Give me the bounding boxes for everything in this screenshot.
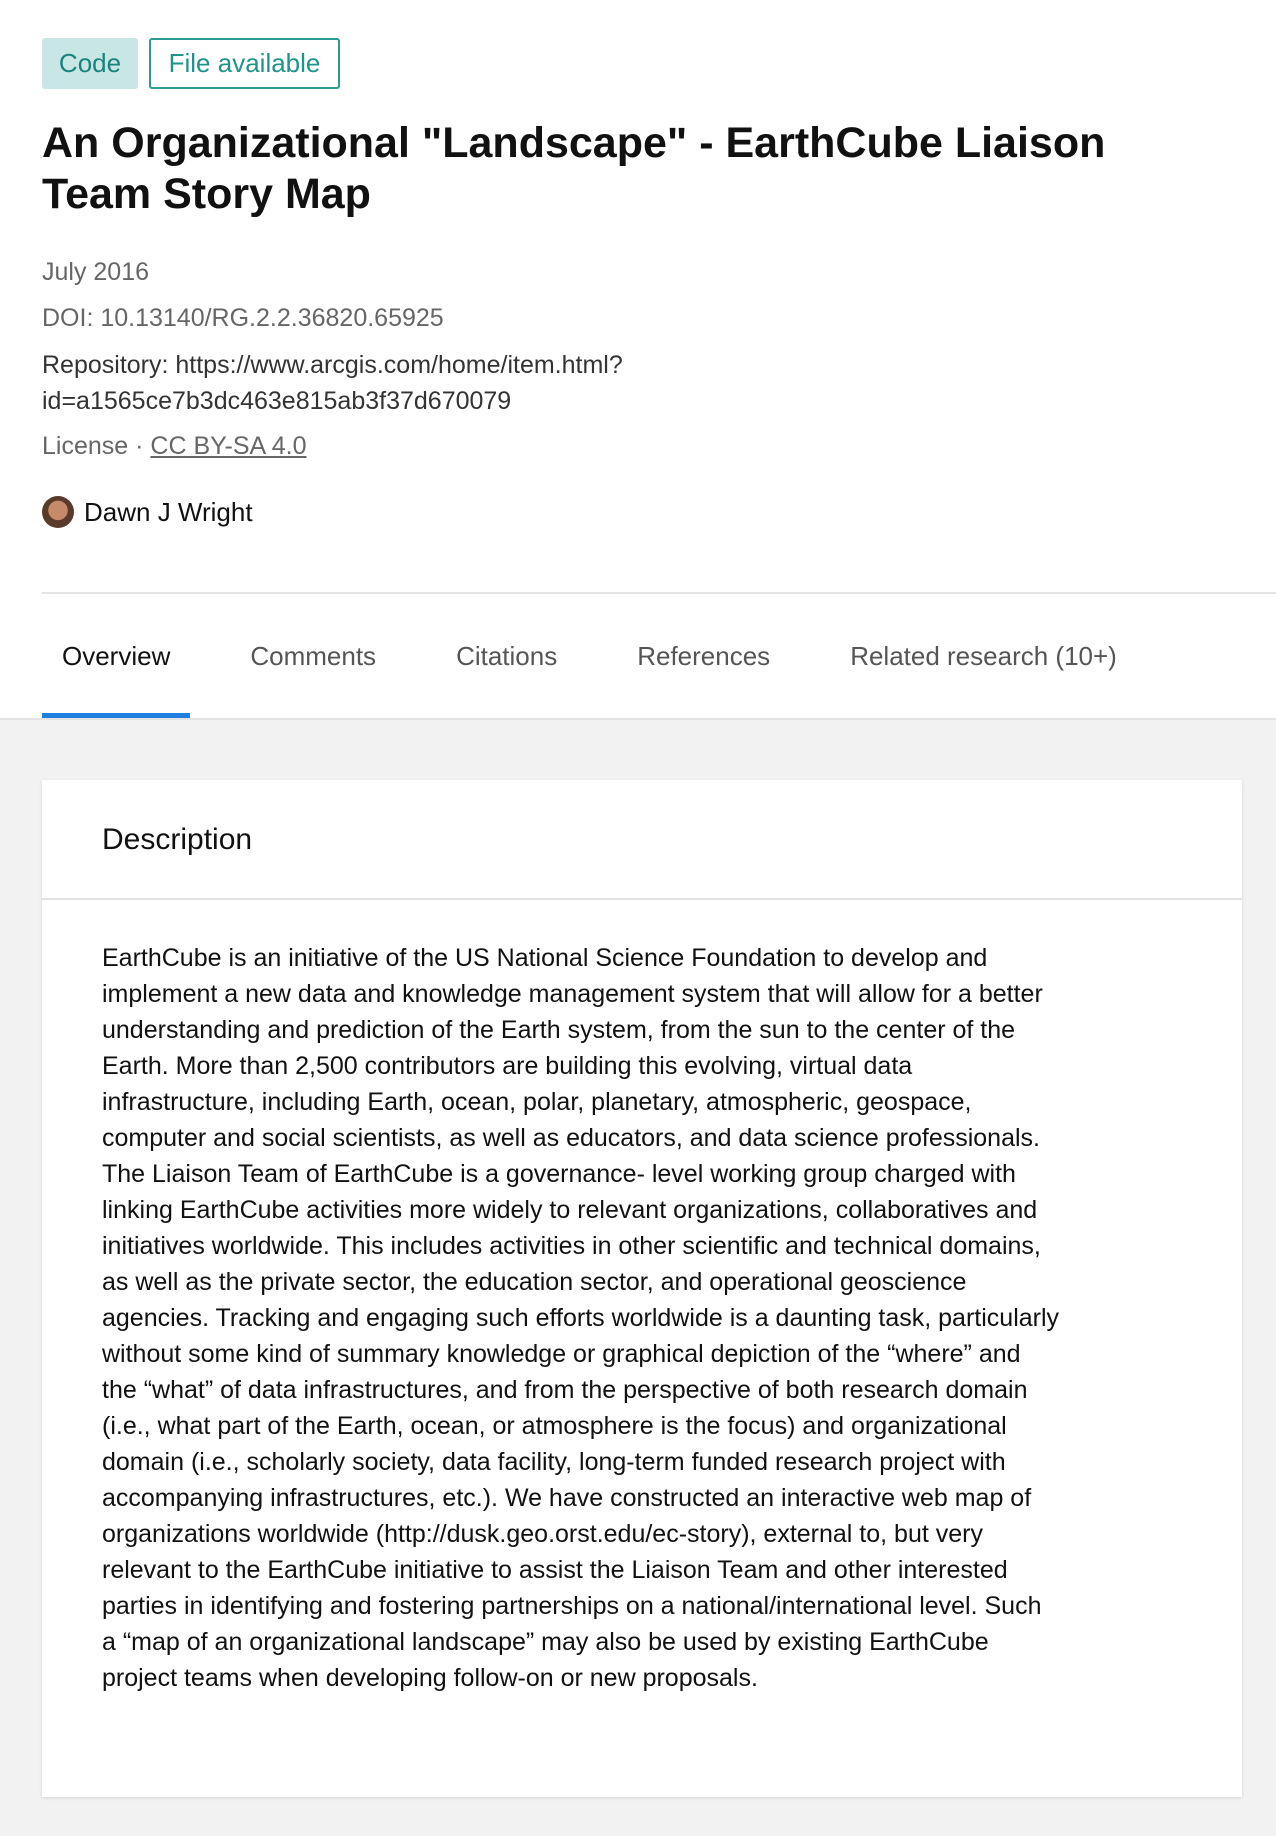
tab-bar: [42, 630, 1177, 718]
repository: [42, 347, 623, 419]
description-line: The Liaison Team of EarthCube is a governance- level working group charged with: [102, 1160, 1016, 1188]
description-card: [42, 780, 1242, 1797]
avatar: [42, 496, 74, 528]
description-line: accompanying infrastructures, etc.). We have constructed an interactive web map of: [102, 1484, 1032, 1512]
tab-related-research[interactable]: Related research (10+): [850, 641, 1117, 671]
description-line: the “what” of data infrastructures, and from the perspective of both research domain: [102, 1376, 1028, 1404]
description-line: domain (i.e., scholarly society, data facility, long-term funded research project with: [102, 1448, 1006, 1476]
description-line: agencies. Tracking and engaging such efforts worldwide is a daunting task, particularly: [102, 1304, 1060, 1332]
tab-comments[interactable]: Comments: [250, 641, 377, 671]
repository-line-2[interactable]: id=a1565ce7b3dc463e815ab3f37d670079: [42, 387, 512, 415]
license-label: License ·: [42, 432, 151, 460]
description-text: [42, 900, 1242, 1696]
description-line: (i.e., what part of the Earth, ocean, or atmosphere is the focus) and organizational: [102, 1412, 1007, 1440]
license-link[interactable]: CC BY-SA 4.0: [150, 432, 307, 460]
description-heading: Description: [42, 780, 1242, 900]
tab-overview[interactable]: Overview: [42, 630, 190, 718]
tab-references[interactable]: References: [637, 641, 771, 671]
divider: [42, 592, 1276, 594]
description-line: organizations worldwide (http://dusk.geo.orst.edu/ec-story), external to, but very: [102, 1520, 983, 1548]
description-line: Earth. More than 2,500 contributors are building this evolving, virtual data: [102, 1052, 913, 1080]
description-line: linking EarthCube activities more widely to relevant organizations, collaboratives and: [102, 1196, 1038, 1224]
header-section: [0, 0, 1276, 718]
description-line: computer and social scientists, as well as educators, and data science professionals.: [102, 1124, 1040, 1152]
author-name[interactable]: Dawn J Wright: [84, 496, 253, 527]
license: [42, 428, 307, 464]
description-line: implement a new data and knowledge management system that will allow for a better: [102, 980, 1043, 1008]
tab-citations[interactable]: Citations: [456, 641, 558, 671]
file-available-badge[interactable]: File available: [149, 38, 340, 89]
publication-date: July 2016: [42, 258, 150, 286]
description-line: understanding and prediction of the Earth system, from the sun to the center of the: [102, 1016, 1016, 1044]
description-line: parties in identifying and fostering partnerships on a national/international level. Such: [102, 1592, 1042, 1620]
description-line: relevant to the EarthCube initiative to assist the Liaison Team and other interested: [102, 1556, 1008, 1584]
description-line: as well as the private sector, the education sector, and operational geoscience: [102, 1268, 967, 1296]
description-line: project teams when developing follow-on or new proposals.: [102, 1664, 758, 1692]
page-title: An Organizational "Landscape" - EarthCube Liaison Team Story Map: [42, 119, 1106, 218]
doi: DOI: 10.13140/RG.2.2.36820.65925: [42, 304, 444, 332]
description-line: a “map of an organizational landscape” may also be used by existing EarthCube: [102, 1628, 989, 1656]
author[interactable]: [42, 496, 253, 528]
description-line: EarthCube is an initiative of the US National Science Foundation to develop and: [102, 944, 988, 972]
repository-line-1[interactable]: Repository: https://www.arcgis.com/home/item.html?: [42, 351, 623, 379]
description-line: infrastructure, including Earth, ocean, polar, planetary, atmospheric, geospace,: [102, 1088, 972, 1116]
badges: [42, 38, 340, 89]
code-badge[interactable]: Code: [42, 38, 138, 89]
description-line: without some kind of summary knowledge or graphical depiction of the “where” and: [102, 1340, 1021, 1368]
description-line: initiatives worldwide. This includes activities in other scientific and technical domains,: [102, 1232, 1041, 1260]
